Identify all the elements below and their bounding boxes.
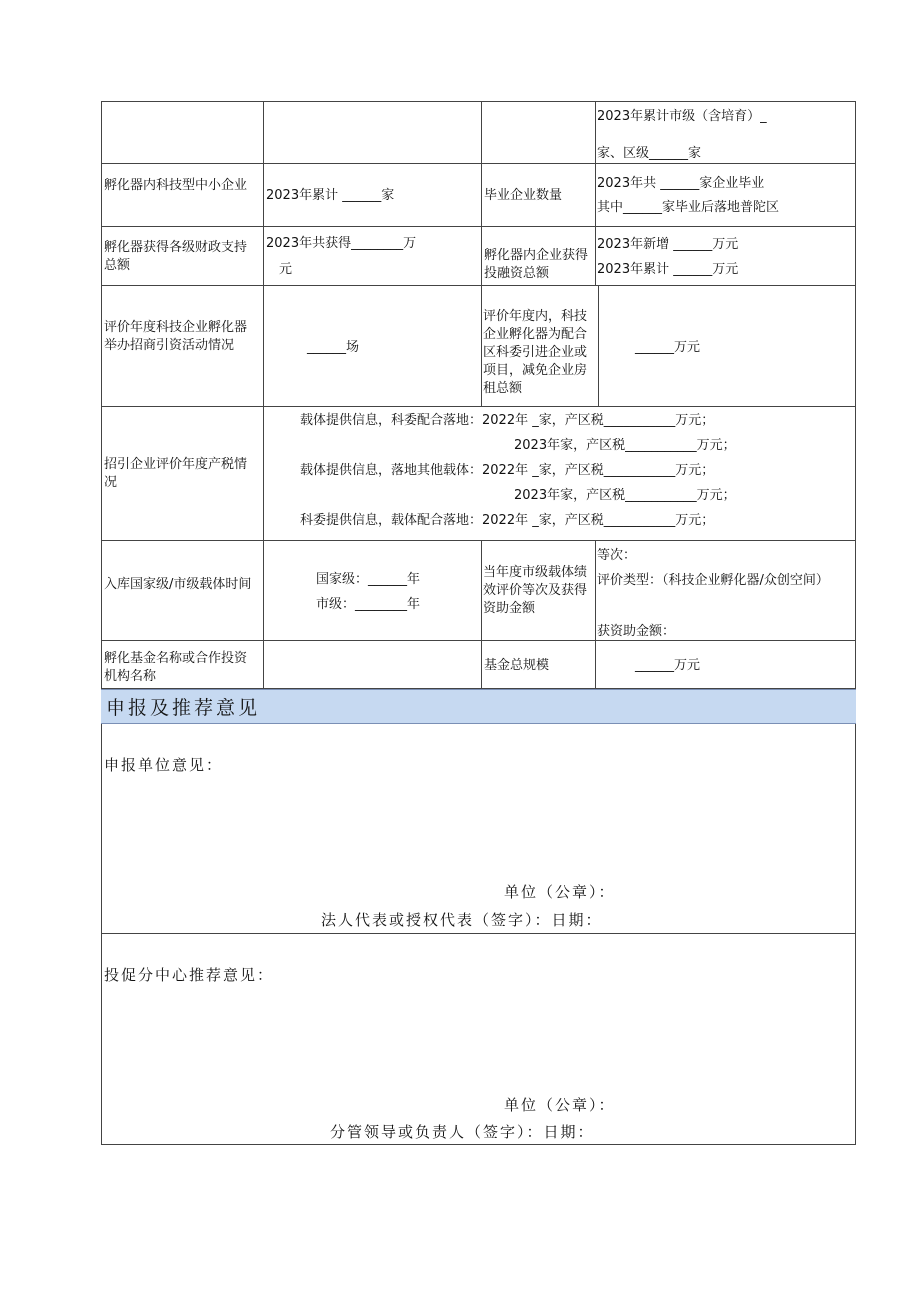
row7-fund-name-field[interactable]: [266, 650, 476, 668]
row3-label2: 孵化器内企业获得投融资总额: [484, 248, 589, 281]
row6-value2-line2[interactable]: 评价类型：（科技企业孵化器/众创空间）: [597, 573, 829, 588]
row2-value2-line1[interactable]: 2023年共 ______家企业毕业: [597, 176, 765, 191]
opinion2-seal: 单位（公章）：: [504, 1096, 616, 1114]
row7-label: 孵化基金名称或合作投资机构名称: [104, 651, 248, 684]
row2-value2-line2[interactable]: 其中______家毕业后落地普陀区: [597, 200, 780, 215]
row3-value-line2[interactable]: 元: [279, 262, 293, 277]
row6-value-line2[interactable]: 市级：________年: [316, 597, 421, 612]
row3-value2-line1[interactable]: 2023年新增 ______万元: [597, 237, 739, 252]
opinion1-seal: 单位（公章）：: [504, 883, 616, 901]
row5-label: 招引企业评价年度产税情况: [104, 457, 248, 490]
row5-line-2[interactable]: 2023年家，产区税___________万元；: [514, 438, 736, 453]
row5-line-3[interactable]: 载体提供信息，落地其他载体：2022年 _家，产区税___________万元；: [300, 463, 715, 478]
opinion2-text-area[interactable]: [104, 990, 852, 1090]
row5-line-5[interactable]: 科委提供信息，载体配合落地：2022年 _家，产区税___________万元；: [300, 513, 715, 528]
row1-right-line2: 家、区级______家: [597, 146, 702, 161]
row5-line-1[interactable]: 载体提供信息，科委配合落地：2022年 _家，产区税___________万元；: [300, 413, 715, 428]
row2-label2: 毕业企业数量: [484, 188, 563, 203]
opinion1-sign: 法人代表或授权代表（签字）：日期：: [321, 911, 603, 929]
row2-label: 孵化器内科技型中小企业: [104, 178, 248, 193]
row4-label2: 评价年度内，科技企业孵化器为配合区科委引进企业或项目，减免企业房租总额: [483, 309, 588, 396]
row3-value-line1[interactable]: 2023年共获得________万: [266, 236, 417, 251]
row6-value2-line3[interactable]: 获资助金额：: [597, 624, 676, 639]
opinion1-text-area[interactable]: [104, 780, 852, 880]
row6-label2: 当年度市级载体绩效评价等次及获得资助金额: [483, 565, 588, 616]
row4-value[interactable]: ______场: [307, 340, 360, 355]
opinion2-sign: 分管领导或负责人（签字）：日期：: [330, 1123, 595, 1141]
row6-label: 入库国家级/市级载体时间: [104, 577, 252, 592]
section-title: 申报及推荐意见: [106, 697, 261, 719]
row2-value[interactable]: 2023年累计 ______家: [266, 188, 395, 203]
row7-label2: 基金总规模: [484, 658, 550, 673]
opinion2-title: 投促分中心推荐意见：: [104, 966, 275, 984]
row6-value-line1[interactable]: 国家级：______年: [316, 572, 421, 587]
row7-value2[interactable]: ______万元: [635, 658, 701, 673]
opinion1-title: 申报单位意见：: [104, 756, 224, 774]
row4-label: 评价年度科技企业孵化器举办招商引资活动情况: [104, 320, 248, 353]
row4-value2[interactable]: ______万元: [635, 340, 701, 355]
row5-line-4[interactable]: 2023年家，产区税___________万元；: [514, 488, 736, 503]
row3-label: 孵化器获得各级财政支持总额: [104, 240, 248, 273]
row6-value2-line1[interactable]: 等次：: [597, 548, 637, 563]
row3-value2-line2[interactable]: 2023年累计 ______万元: [597, 262, 739, 277]
row1-right-line1: 2023年累计市级（含培育）_: [597, 109, 767, 124]
